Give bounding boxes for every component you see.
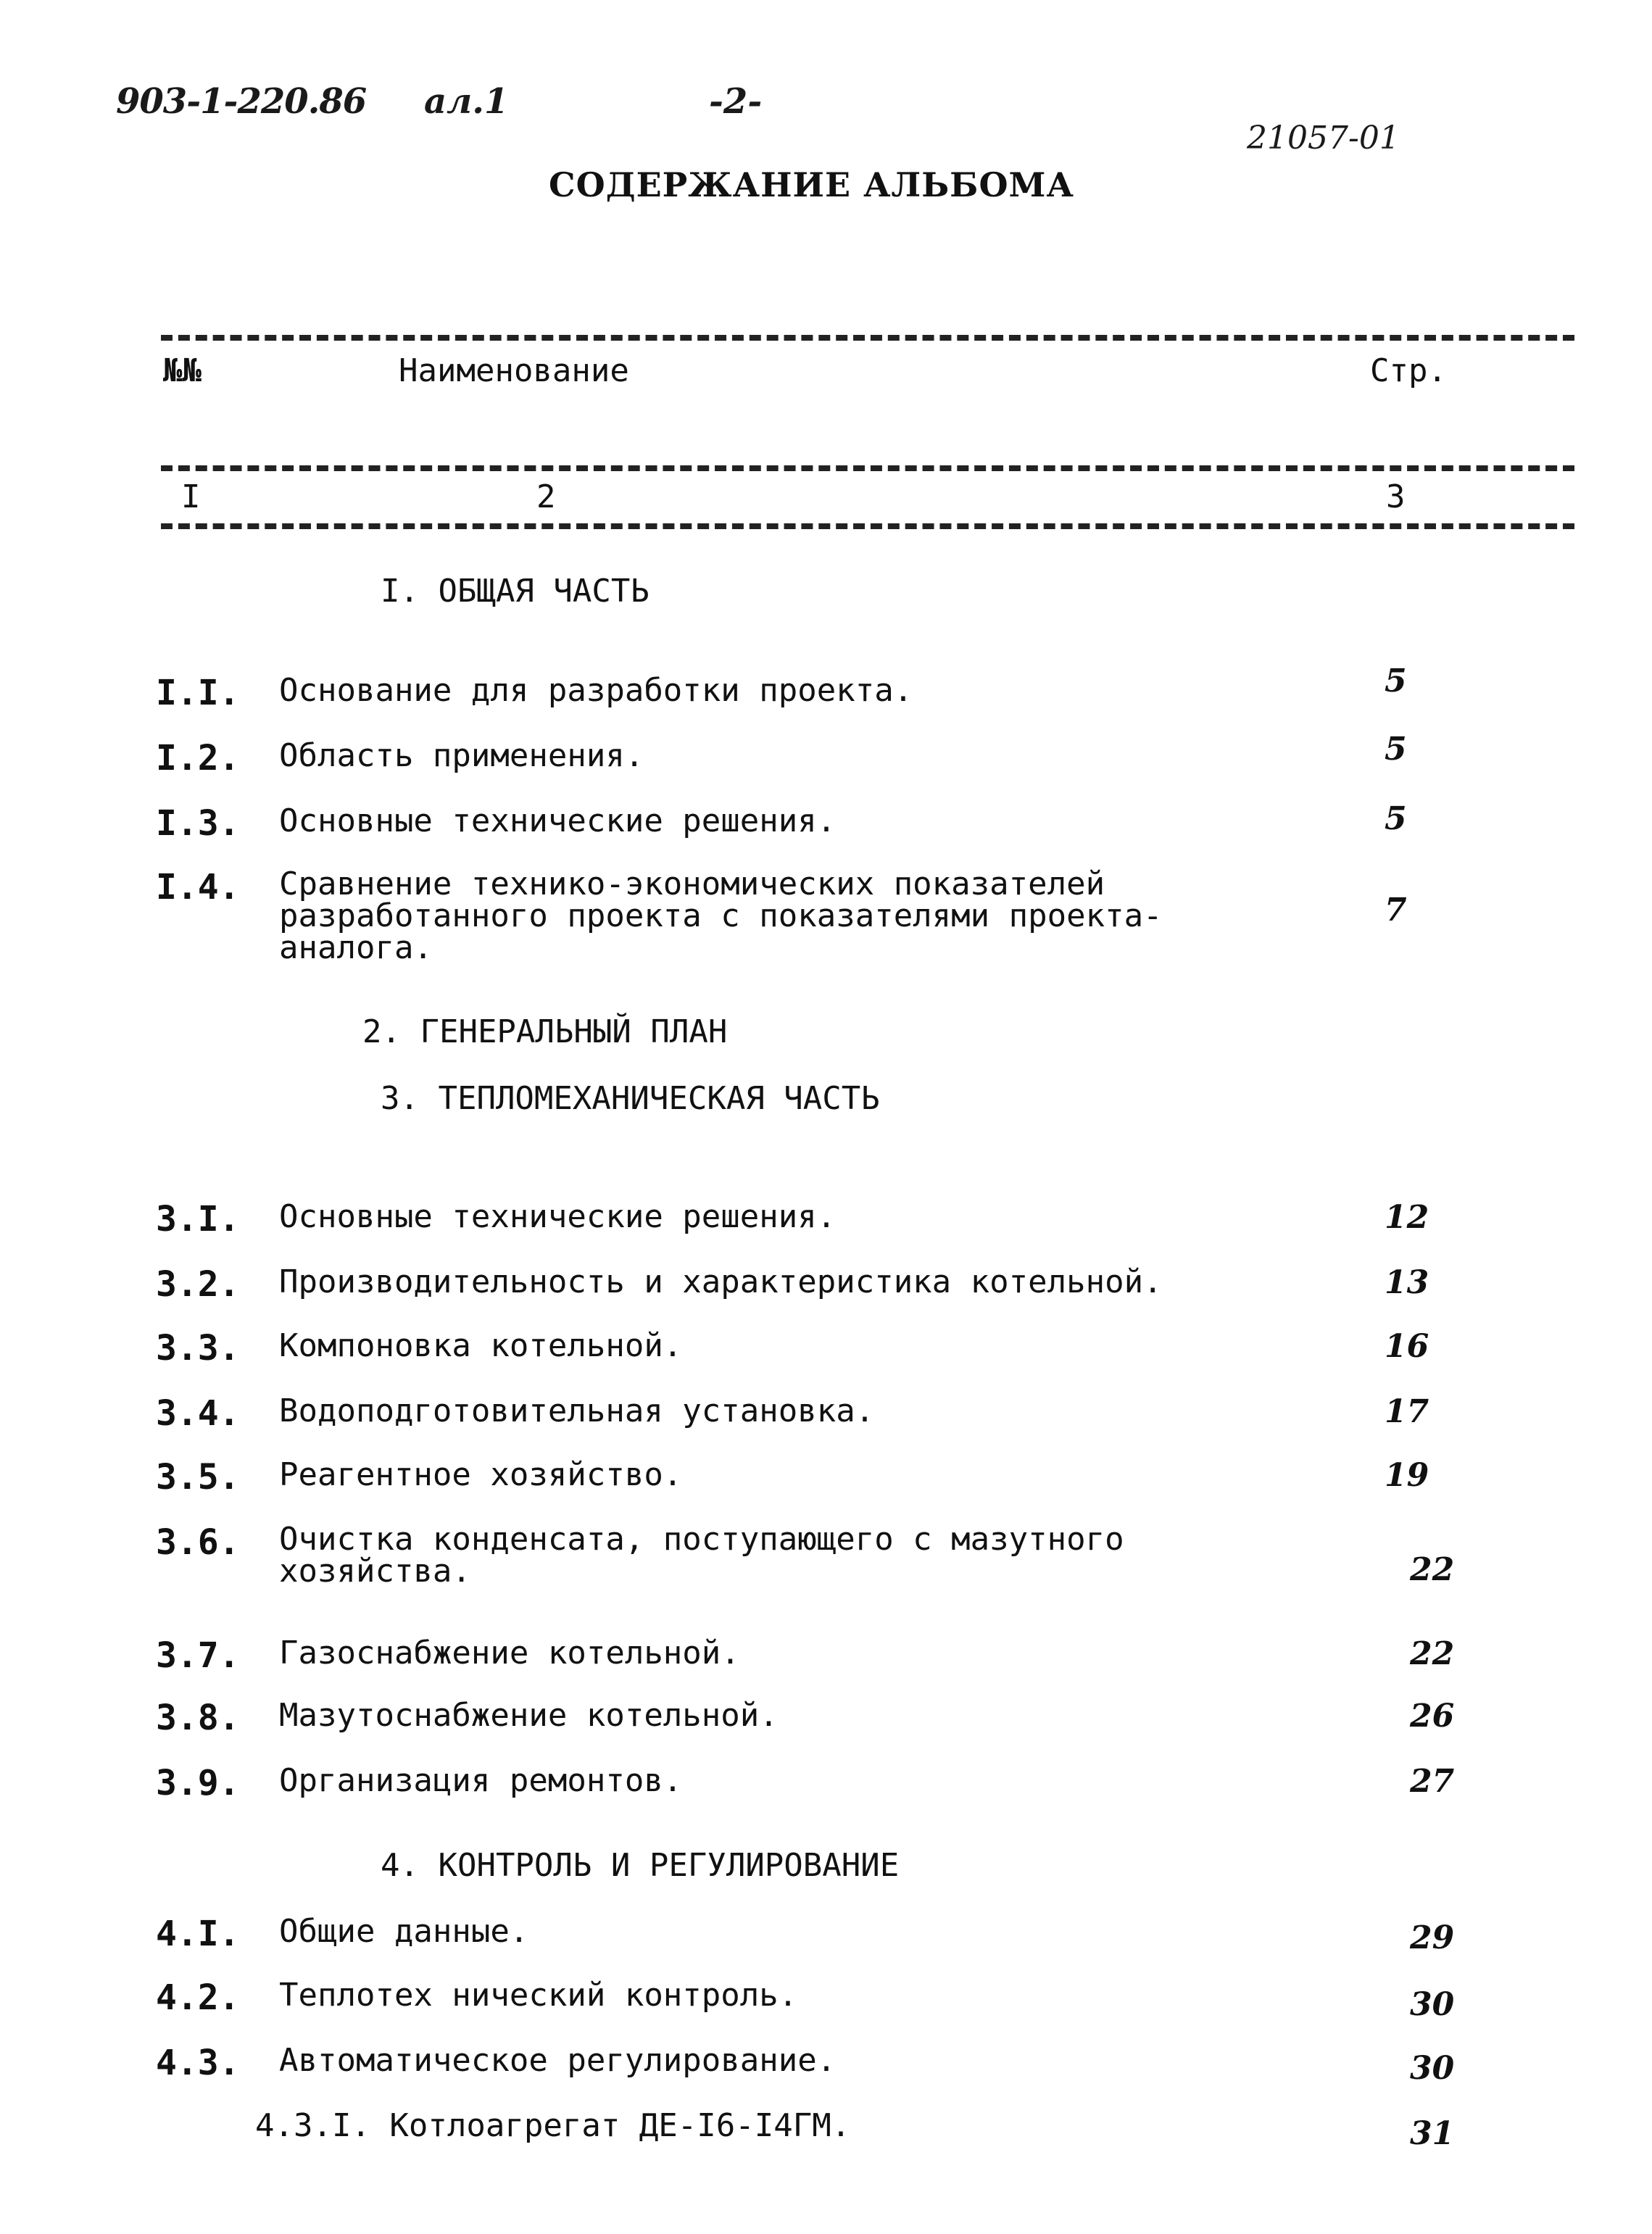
entry-title: Реагентное хозяйство. bbox=[279, 1456, 683, 1493]
entry-title: Основание для разработки проекта. bbox=[279, 672, 913, 709]
section-heading: 4. КОНТРОЛЬ И РЕГУЛИРОВАНИЕ bbox=[381, 1847, 900, 1884]
entry-number: 4.I. bbox=[156, 1914, 240, 1954]
entry-page: 26 bbox=[1410, 1698, 1455, 1735]
inventory-number: 21057-01 bbox=[1247, 120, 1400, 157]
entry-title: Сравнение технико-экономических показателей разработанного проекта с показателями проекта-аналога. bbox=[279, 865, 1163, 966]
toc-entry bbox=[0, 1328, 1652, 1371]
entry-page: 16 bbox=[1385, 1328, 1429, 1365]
entry-title: Автоматическое регулирование. bbox=[279, 2042, 837, 2079]
column-number-3: 3 bbox=[1386, 478, 1406, 515]
entry-title: Мазутоснабжение котельной. bbox=[279, 1697, 779, 1734]
entry-number: I.4. bbox=[156, 867, 240, 908]
entry-title: 4.3.I. Котлоагрегат ДЕ-I6-I4ГМ. bbox=[255, 2107, 851, 2144]
entry-page: 5 bbox=[1385, 663, 1407, 699]
entry-number: I.2. bbox=[156, 738, 240, 778]
toc-entry bbox=[0, 1635, 1652, 1679]
toc-entry bbox=[0, 1199, 1652, 1242]
entry-title: Общие данные. bbox=[279, 1913, 529, 1950]
entry-number: 3.I. bbox=[156, 1199, 240, 1240]
entry-page: 5 bbox=[1385, 800, 1407, 837]
header-name-column: Наименование bbox=[399, 352, 629, 389]
entry-page: 27 bbox=[1410, 1763, 1455, 1800]
toc-entry bbox=[0, 1763, 1652, 1806]
entry-title: Теплотех нический контроль. bbox=[279, 1977, 798, 2014]
entry-title: Основные технические решения. bbox=[279, 802, 837, 839]
section-heading: I. ОБЩАЯ ЧАСТЬ bbox=[381, 573, 649, 610]
sheet-number: ал.1 bbox=[424, 81, 509, 122]
toc-entry bbox=[0, 867, 1652, 976]
section-heading: 3. ТЕПЛОМЕХАНИЧЕСКАЯ ЧАСТЬ bbox=[381, 1080, 880, 1117]
toc-entry bbox=[0, 2043, 1652, 2086]
toc-entry bbox=[0, 663, 1652, 716]
entry-page: 22 bbox=[1410, 1635, 1455, 1672]
entry-title: Компоновка котельной. bbox=[279, 1327, 683, 1364]
column-number-1: I bbox=[181, 478, 201, 515]
entry-page: 13 bbox=[1385, 1264, 1429, 1301]
entry-number: 3.4. bbox=[156, 1393, 240, 1434]
document-code: 903-1-220.86 bbox=[116, 81, 367, 122]
toc-entry bbox=[0, 800, 1652, 847]
toc-entry bbox=[0, 731, 1652, 781]
entry-page: 30 bbox=[1410, 2050, 1455, 2087]
entry-title: Газоснабжение котельной. bbox=[279, 1635, 740, 1672]
table-body-rule bbox=[161, 523, 1574, 529]
entry-page: 22 bbox=[1410, 1551, 1455, 1588]
entry-number: I.3. bbox=[156, 803, 240, 844]
entry-page: 17 bbox=[1385, 1393, 1429, 1430]
entry-title: Область применения. bbox=[279, 737, 644, 774]
page-number: -2- bbox=[709, 81, 763, 122]
entry-page: 7 bbox=[1385, 892, 1407, 929]
entry-page: 19 bbox=[1385, 1457, 1429, 1494]
entry-page: 30 bbox=[1410, 1986, 1455, 2023]
toc-entry bbox=[0, 1698, 1652, 1741]
entry-page: 31 bbox=[1410, 2115, 1455, 2152]
toc-entry bbox=[0, 1393, 1652, 1437]
entry-number: 3.6. bbox=[156, 1522, 240, 1563]
entry-number: 3.5. bbox=[156, 1457, 240, 1498]
entry-number: 3.8. bbox=[156, 1698, 240, 1738]
section-heading: 2. ГЕНЕРАЛЬНЫЙ ПЛАН bbox=[362, 1013, 728, 1050]
page-title: СОДЕРЖАНИЕ АЛЬБОМА bbox=[549, 165, 1074, 204]
entry-title: Организация ремонтов. bbox=[279, 1762, 683, 1799]
toc-entry bbox=[0, 1457, 1652, 1500]
column-number-2: 2 bbox=[536, 478, 556, 515]
entry-page: 29 bbox=[1410, 1919, 1455, 1956]
toc-subentry bbox=[0, 2108, 1652, 2151]
entry-number: I.I. bbox=[156, 673, 240, 713]
entry-number: 3.9. bbox=[156, 1763, 240, 1803]
entry-number: 3.3. bbox=[156, 1328, 240, 1369]
toc-entry bbox=[0, 1977, 1652, 2021]
toc-entry bbox=[0, 1522, 1652, 1595]
header-number-column: №№ bbox=[163, 352, 202, 389]
entry-title: Водоподготовительная установка. bbox=[279, 1392, 875, 1429]
header-divider-rule bbox=[161, 465, 1574, 471]
entry-number: 4.3. bbox=[156, 2043, 240, 2083]
entry-number: 4.2. bbox=[156, 1977, 240, 2018]
entry-page: 12 bbox=[1385, 1199, 1429, 1236]
header-page-column: Стр. bbox=[1370, 352, 1447, 389]
entry-number: 3.7. bbox=[156, 1635, 240, 1676]
entry-number: 3.2. bbox=[156, 1264, 240, 1305]
toc-entry bbox=[0, 1914, 1652, 1957]
entry-page: 5 bbox=[1385, 731, 1407, 768]
toc-entry bbox=[0, 1264, 1652, 1308]
table-top-rule bbox=[161, 335, 1574, 341]
entry-title: Производительность и характеристика котельной. bbox=[279, 1263, 1163, 1300]
entry-title: Очистка конденсата, поступающего с мазутного хозяйства. bbox=[279, 1521, 1124, 1590]
entry-title: Основные технические решения. bbox=[279, 1198, 837, 1235]
